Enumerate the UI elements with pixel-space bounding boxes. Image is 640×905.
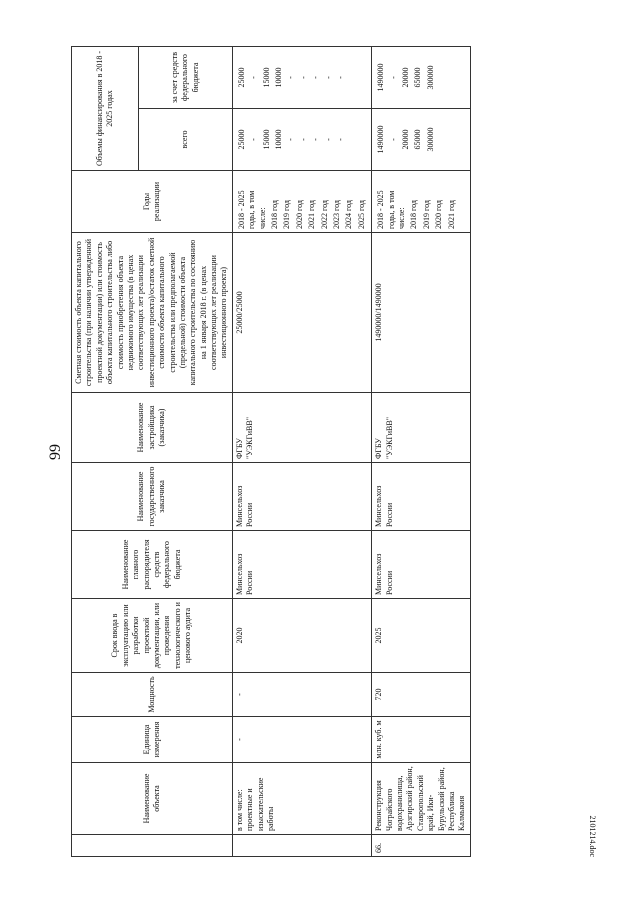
header-customer: Наименование государственного заказчика (72, 463, 233, 531)
cell-line: 25000 (236, 67, 246, 88)
document-page (41, 41, 599, 863)
cell-line: - (286, 138, 296, 141)
table-row (372, 47, 471, 857)
row-total (232, 109, 371, 171)
cell-line: 15000 (261, 129, 271, 150)
row-federal (232, 47, 371, 109)
row-num (232, 835, 371, 857)
cell-line: - (388, 138, 398, 141)
header-main-manager: Наименование главного распорядителя средств федерального бюджета (72, 531, 233, 599)
row-customer: Минсельхоз России (232, 463, 371, 531)
cell-line: 2020 год (434, 200, 444, 229)
table-header-row (72, 47, 139, 857)
row-name: Реконструкция Чограйского водохранилища, Арзгирский район, Ставропольский край, Ики-Бурульский район, Республика Калмыкия (372, 763, 471, 835)
cell-line: 20000 (400, 67, 410, 88)
page-number: 99 (47, 444, 64, 460)
cell-line: 2018 год (270, 200, 280, 229)
cell-line: 65000 (413, 67, 423, 88)
cell-line: - (298, 138, 308, 141)
cell-line: 2018 - 2025 годы, в том числе: (236, 190, 267, 229)
cell-line: - (249, 138, 259, 141)
header-capacity: Мощность (72, 673, 233, 717)
cell-line: 20000 (400, 129, 410, 150)
row-main-manager: Минсельхоз России (372, 531, 471, 599)
row-unit: млн. куб. м (372, 717, 471, 763)
row-capacity: 720 (372, 673, 471, 717)
header-deadline: Срок ввода в эксплуатацию или разработки проектной документации, или проведения технологического и ценового аудита (72, 599, 233, 673)
header-unit: Единица измерения (72, 717, 233, 763)
cell-line: 10000 (274, 129, 284, 150)
cell-line: 300000 (425, 65, 435, 90)
cell-line: 2018 год (409, 200, 419, 229)
row-name: в том числе: проектные и изыскательские работы (232, 763, 371, 835)
cell-line: - (286, 76, 296, 79)
cell-line: - (311, 76, 321, 79)
object-table (71, 46, 471, 857)
cell-line: 1490000 (376, 125, 386, 154)
row-main-manager: Минсельхоз России (232, 531, 371, 599)
header-years: Годы реализации (72, 171, 233, 233)
cell-line: 10000 (274, 67, 284, 88)
cell-line: - (323, 76, 333, 79)
cell-line: 2023 год (331, 200, 341, 229)
cell-line: 15000 (261, 67, 271, 88)
cell-line: - (323, 138, 333, 141)
table-row (232, 47, 371, 857)
cell-line: - (249, 76, 259, 79)
cell-line: - (388, 76, 398, 79)
cell-line: 2022 год (319, 200, 329, 229)
cell-line: 2021 год (446, 200, 456, 229)
file-label: 2101214.doc (588, 815, 597, 857)
row-years (372, 171, 471, 233)
header-total: всего (138, 109, 232, 171)
cell-line: 1490000 (376, 63, 386, 92)
row-customer: Минсельхоз России (372, 463, 471, 531)
row-years (232, 171, 371, 233)
header-funding: Объемы финансирования в 2018 - 2025 годах (72, 47, 139, 171)
cell-line: 2019 год (282, 200, 292, 229)
cell-line: 2021 год (307, 200, 317, 229)
row-developer: ФГБУ "УЭКГиВВ" (232, 393, 371, 463)
cell-line: 25000 (236, 129, 246, 150)
cell-line: 300000 (425, 127, 435, 152)
row-cost: 1490000/1490000 (372, 233, 471, 393)
cell-line: - (335, 138, 345, 141)
cell-line: 2024 год (344, 200, 354, 229)
header-cost: Сметная стоимость объекта капитального строительства (при наличии утвержденной проектной документации) или стоимость объекта капитального строительства либо стоимость приобретения объекта недвижимого имущества (в ценах соответствующих лет реализации инвестиционного проекта)/остаток сметной стоимости объекта капитального строительства или предполагаемой (предельной) стоимости объекта капитального строительства по состоянию на 1 января 2018 г. (в ценах соответствующих лет реализации инвестиционного проекта) (72, 233, 233, 393)
row-unit: - (232, 717, 371, 763)
row-developer: ФГБУ "УЭКГиВВ" (372, 393, 471, 463)
row-total (372, 109, 471, 171)
cell-line: 2020 год (294, 200, 304, 229)
cell-line: 2019 год (421, 200, 431, 229)
row-federal (372, 47, 471, 109)
cell-line: 2025 год (356, 200, 366, 229)
cell-line: - (311, 138, 321, 141)
row-num: 66. (372, 835, 471, 857)
header-federal: за счет средств федерального бюджета (138, 47, 232, 109)
cell-line: - (298, 76, 308, 79)
row-deadline: 2025 (372, 599, 471, 673)
cell-line: 65000 (413, 129, 423, 150)
header-developer: Наименование застройщика (заказчика) (72, 393, 233, 463)
header-num (72, 835, 233, 857)
row-deadline: 2020 (232, 599, 371, 673)
row-cost: 25000/25000 (232, 233, 371, 393)
row-capacity: - (232, 673, 371, 717)
cell-line: - (335, 76, 345, 79)
header-name: Наименование объекта (72, 763, 233, 835)
cell-line: 2018 - 2025 годы, в том числе: (376, 190, 406, 229)
